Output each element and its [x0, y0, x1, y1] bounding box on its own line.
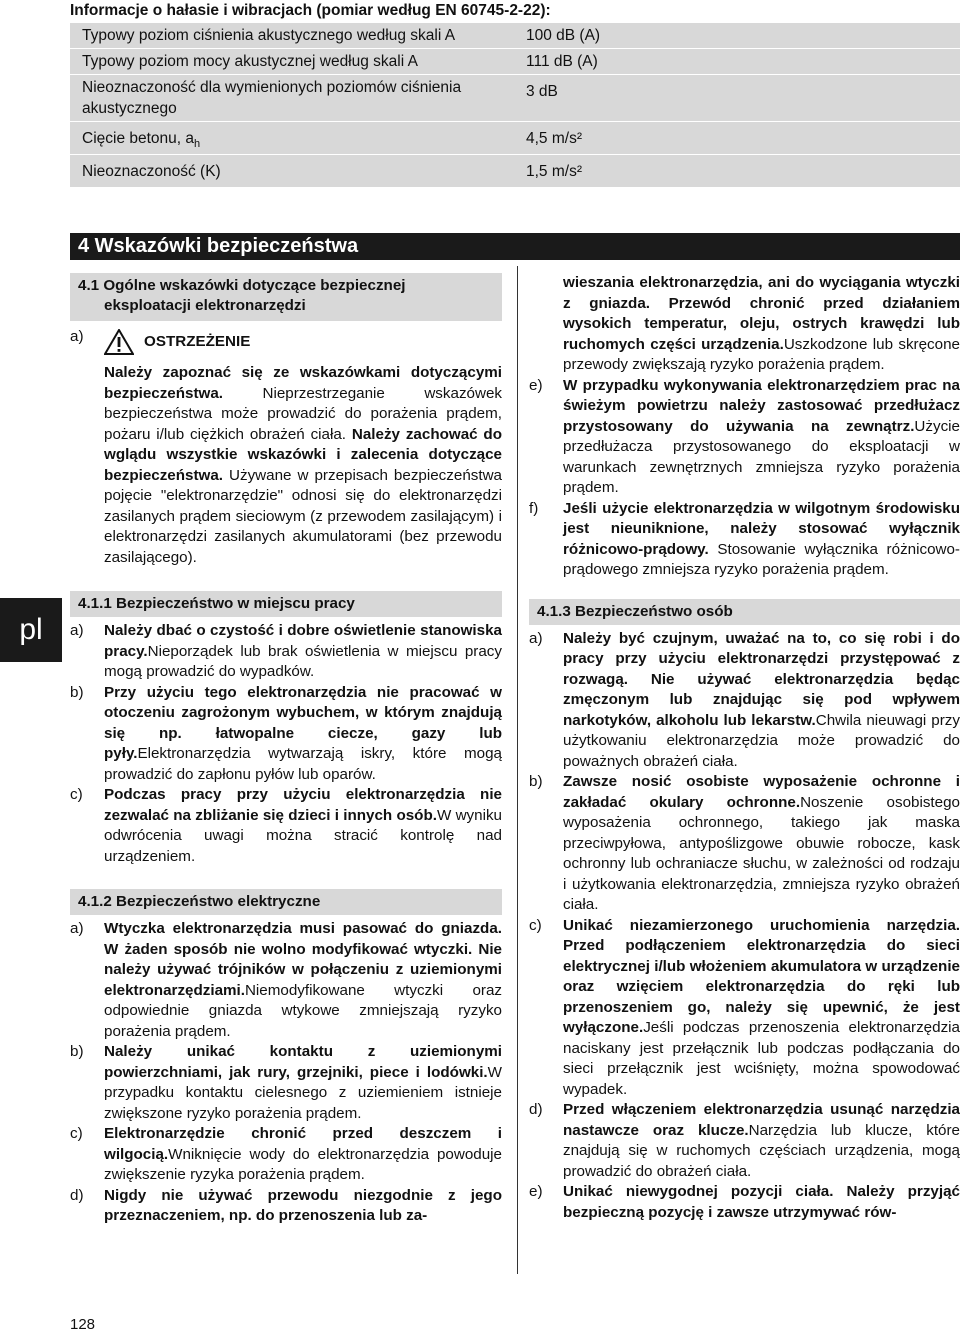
- body-text: W przypadku kontaktu cielesnego z uziemieniem istnieje zwiększone ryzyko porażenia prądem.: [104, 1063, 502, 1122]
- bold-text: Podczas pracy przy użyciu elektronarzędzia nie zezwalać na zbliżanie się dzieci i innych osób.: [104, 786, 502, 824]
- list-item: [529, 499, 960, 581]
- table-row: [70, 22, 960, 48]
- item-label: d): [529, 1101, 543, 1118]
- item-label: e): [529, 376, 543, 394]
- row-value: 100 dB (A): [526, 27, 601, 44]
- item-body: [563, 273, 960, 376]
- subsection-heading: 4.1 Ogólne wskazówki dotyczące bezpiecznej eksploatacji elektronarzędzi: [70, 273, 502, 321]
- bold-text: Należy dbać o czystość i dobre oświetlenie stanowiska pracy.: [104, 622, 502, 660]
- list-item-continued: [529, 273, 960, 376]
- item-body: [563, 916, 960, 1101]
- list-item: [70, 1124, 502, 1186]
- list-item: [529, 629, 960, 773]
- item-label: c): [70, 1125, 83, 1142]
- row-value: 3 dB: [526, 83, 558, 100]
- bold-text: Przy użyciu tego elektronarzędzia nie pracować w otoczeniu zagrożonym wybuchem, w którym znajdują się np. łatwopalne ciecze, gazy lub pyły.: [104, 683, 502, 762]
- subsection-heading: 4.1.3 Bezpieczeństwo osób: [529, 599, 960, 625]
- body-text: Nieporządek lub brak oświetlenia w miejscu pracy mogą prowadzić do wypadków.: [104, 642, 502, 680]
- list-item: [70, 785, 502, 867]
- bold-text: Należy unikać kontaktu z uziemionymi powierzchniami, jak rury, grzejniki, piece i lodówki.: [104, 1043, 502, 1081]
- noise-info-title: Informacje o hałasie i wibracjach (pomiar według EN 60745-2-22):: [70, 2, 551, 19]
- item-label: c): [70, 786, 83, 803]
- item-body: [563, 499, 960, 581]
- table-row: [70, 48, 960, 74]
- body-text: Jeśli podczas przenoszenia elektronarzędzia naciskany jest przełącznik lub podczas podłączania do sieci przełącznik jest wciśnięty, można spowodować wypadek.: [563, 1019, 960, 1098]
- row-label-subscript: h: [194, 138, 201, 151]
- left-column: [70, 273, 502, 1227]
- bold-text: Elektronarzędzie chronić przed deszczem i wilgocią.: [104, 1125, 502, 1163]
- item-body: [563, 1182, 960, 1223]
- right-column: [529, 273, 960, 1223]
- bold-text: Jeśli użycie elektronarzędzia w wilgotnym środowisku jest nieuniknione, należy stosować wyłącznik różnicowo-prądowy.: [563, 499, 960, 558]
- subsection-heading: 4.1.2 Bezpieczeństwo elektryczne: [70, 889, 502, 915]
- item-label: d): [70, 1186, 84, 1204]
- item-label: a): [70, 328, 84, 345]
- body-text: Stosowanie wyłącznika różnicowo-prądowego zmniejsza ryzyko porażenia prądem.: [563, 540, 960, 578]
- row-label: Nieoznaczoność (K): [82, 163, 221, 180]
- item-label: e): [529, 1183, 543, 1200]
- bold-text: Unikać niewygodnej pozycji ciała. Należy przyjąć bezpieczną pozycję i zawsze utrzymywać rów-: [563, 1183, 960, 1221]
- bold-text: Przed włączeniem elektronarzędzia usunąć narzędzia nastawcze oraz klucze.: [563, 1101, 960, 1139]
- list-item: [70, 621, 502, 683]
- column-divider: [517, 266, 518, 1274]
- item-body: [104, 327, 502, 568]
- row-value: 4,5 m/s²: [526, 130, 582, 147]
- item-label: b): [529, 773, 543, 790]
- warning-text: [104, 363, 502, 568]
- body-text: Narzędzia lub klucze, które znajdują się w ruchomych częściach urządzenia, mogą prowadzić do obrażeń ciała.: [563, 1121, 960, 1180]
- warning-label: OSTRZEŻENIE: [144, 332, 251, 350]
- list-item: [529, 1182, 960, 1223]
- bold-text: W przypadku wykonywania elektronarzędziem prac na świeżym powietrzu należy zastosować przedłużacz przystosowany do używania na zewnątrz.: [563, 376, 960, 435]
- table-row: [70, 74, 960, 121]
- subsection-heading: 4.1.1 Bezpieczeństwo w miejscu pracy: [70, 591, 502, 617]
- body-text: Wniknięcie wody do elektronarzędzia powoduje zwiększenie ryzyka porażenia prądem.: [104, 1145, 502, 1183]
- section-title: 4 Wskazówki bezpieczeństwa: [78, 235, 359, 257]
- item-body: [104, 1042, 502, 1124]
- warning-header: [104, 329, 502, 355]
- warning-triangle-icon: [104, 329, 134, 355]
- body-text: Niemodyfikowane wtyczki oraz odpowiednie gniazda wtykowe zmniejszają ryzyko porażenia prądem.: [104, 981, 502, 1040]
- item-label: b): [70, 683, 84, 701]
- item-body: [563, 629, 960, 773]
- page-number: 128: [70, 1316, 96, 1333]
- list-item: [529, 1100, 960, 1182]
- row-label: Typowy poziom ciśnienia akustycznego według skali A: [82, 27, 456, 44]
- bold-text: Należy zachować do wglądu wszystkie wskazówki i zalecenia dotyczące bezpieczeństwa.: [104, 425, 502, 484]
- body-text: Noszenie osobistego wyposażenia ochronnego, takiego jak maska przeciwpyłowa, antypoślizgowe obuwie robocze, kask ochronny lub ochraniacze słuchu, w zależności od rodzaju i użytkowania elektronarzędzia, zmniejsza ryzyko obrażeń ciała.: [563, 793, 960, 913]
- item-label: a): [70, 920, 84, 937]
- item-label: a): [529, 629, 543, 647]
- bold-text: Unikać niezamierzonego uruchomienia narzędzia. Przed podłączeniem elektronarzędzia do sieci elektrycznej i/lub włożeniem akumulatora w urządzenie oraz wzięciem elektronarzędzia do ręki lub przenoszeniem go, należy się upewnić, że jest wyłączone.: [563, 916, 960, 1036]
- list-item: [70, 919, 502, 1042]
- item-label: c): [529, 916, 542, 934]
- item-label: b): [70, 1043, 84, 1060]
- list-item: [70, 327, 502, 568]
- item-body: [104, 621, 502, 683]
- item-body: [104, 1186, 502, 1227]
- section-header: [70, 233, 960, 260]
- item-label-spacer: [529, 273, 563, 376]
- list-item: [70, 683, 502, 786]
- item-body: [563, 376, 960, 499]
- row-label: Typowy poziom mocy akustycznej według skali A: [82, 53, 418, 70]
- bold-text: Należy zapoznać się ze wskazówkami dotyczącymi bezpieczeństwa.: [104, 364, 502, 402]
- row-value: 1,5 m/s²: [526, 163, 582, 180]
- item-label: a): [70, 622, 84, 639]
- body-text: Nieprzestrzeganie wskazówek bezpieczeństwa może prowadzić do porażenia prądem, pożaru i/lub ciężkich obrażeń ciała.: [104, 384, 502, 443]
- bold-text: wieszania elektronarzędzia, ani do wyciągania wtyczki z gniazda. Przewód chronić przed działaniem wysokich temperatur, oleju, ostrych krawędzi lub ruchomych części urządzenia.: [563, 274, 960, 353]
- list-item: [529, 376, 960, 499]
- list-item: [529, 916, 960, 1101]
- list-item: [70, 1186, 502, 1227]
- bold-text: Należy być czujnym, uważać na to, co się robi i do pracy przy użyciu elektronarzędzi przystępować z rozwagą. Nie używać elektronarzędzia będąc zmęczonym lub znajdując się pod wpływem narkotyków, alkoholu lub lekarstw.: [563, 629, 960, 729]
- row-label: [70, 122, 514, 154]
- bold-text: Nigdy nie używać przewodu niezgodnie z jego przeznaczeniem, np. do przenoszenia lub za-: [104, 1186, 502, 1224]
- row-label-main: Cięcie betonu, a: [82, 130, 195, 147]
- language-tab: pl: [0, 598, 62, 662]
- item-body: [104, 919, 502, 1042]
- bold-text: Wtyczka elektronarzędzia musi pasować do gniazda. W żaden sposób nie wolno modyfikować wtyczki. Nie należy używać trójników w połączeniu z uziemionymi elektronarzędziami.: [104, 920, 502, 999]
- item-body: [104, 683, 502, 786]
- body-text: Chwila nieuwagi przy użytkowaniu elektronarzędzia może prowadzić do poważnych obrażeń ciała.: [563, 711, 960, 770]
- body-text: Uszkodzone lub skręcone przewody zwiększają ryzyko porażenia prądem.: [563, 335, 960, 373]
- list-item: [529, 772, 960, 916]
- table-row: [70, 121, 960, 154]
- body-text: Używane w przepisach bezpieczeństwa pojęcie "elektronarzędzie" odnosi się do elektronarzędzi zasilanych prądem sieciowym (z przewodem zasilającym) i elektronarzędzi zasilanych akumulatorami (bez przewodu zasilającego).: [104, 466, 502, 566]
- item-body: [104, 785, 502, 867]
- item-body: [563, 1100, 960, 1182]
- row-value: 111 dB (A): [526, 53, 598, 70]
- item-body: [104, 1124, 502, 1186]
- item-label: f): [529, 499, 539, 517]
- table-row: [70, 154, 960, 187]
- body-text: Elektronarzędzia wytwarzają iskry, które mogą prowadzić do zapłonu pyłów lub oparów.: [104, 745, 502, 783]
- body-text: Użycie przedłużacza przystosowanego do eksploatacji w warunkach zewnętrznych zmniejsza ryzyko porażenia prądem.: [563, 417, 960, 496]
- row-label: Nieoznaczoność dla wymienionych poziomów ciśnienia akustycznego: [82, 79, 462, 117]
- noise-table: [70, 22, 960, 187]
- body-text: W wyniku odwrócenia uwagi można stracić kontrolę nad urządzeniem.: [104, 806, 502, 865]
- item-body: [563, 772, 960, 916]
- list-item: [70, 1042, 502, 1124]
- bold-text: Zawsze nosić osobiste wyposażenie ochronne i zakładać okulary ochronne.: [563, 773, 960, 811]
